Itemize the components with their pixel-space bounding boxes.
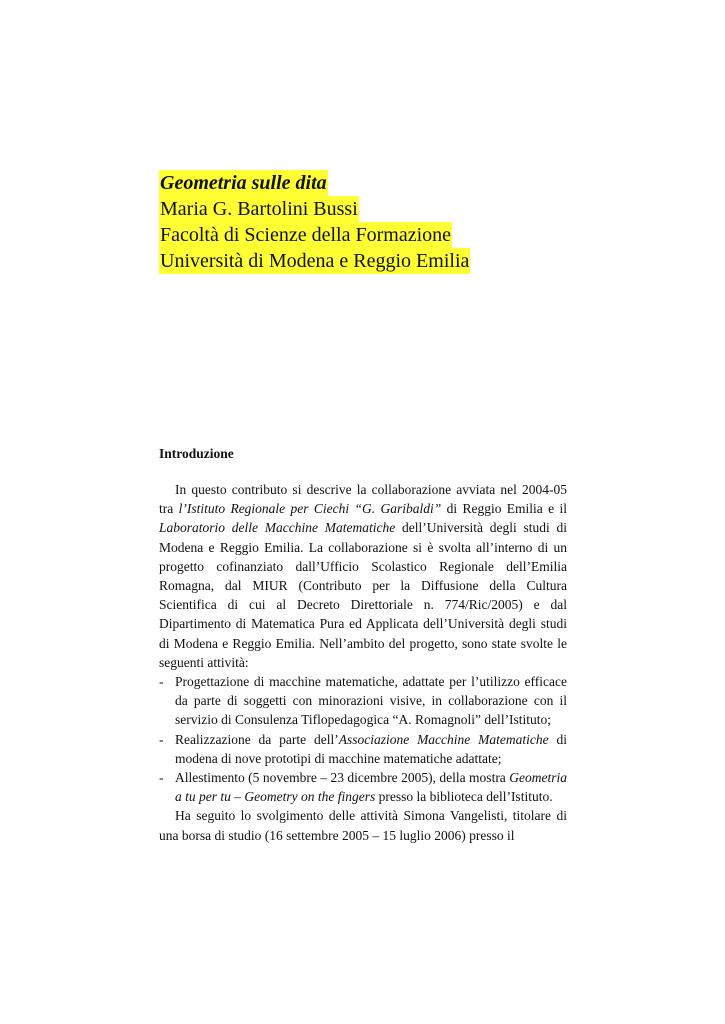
paper-title: Geometria sulle dita <box>160 172 327 194</box>
body-text <box>159 480 567 845</box>
p1-text-c: di Reggio Emilia e il <box>441 501 567 517</box>
bullet-dash: - <box>159 731 164 747</box>
list-item <box>159 730 567 768</box>
university-name: Università di Modena e Reggio Emilia <box>160 250 470 272</box>
p1-text-a: In questo contributo si descrive la collaborazione avviata nel 2004-05 tra <box>159 482 567 517</box>
association-name: Associazione Macchine Matematiche <box>338 731 549 747</box>
title-block <box>159 170 470 274</box>
list-item-text: presso la biblioteca dell’Istituto. <box>375 789 553 805</box>
exhibition-name: Geometria a tu per tu – Geometry on the fingers <box>175 770 567 805</box>
paragraph-1 <box>159 480 567 672</box>
list-item <box>159 672 567 730</box>
section-heading: Introduzione <box>159 446 234 461</box>
list-item-text: di modena di nove prototipi di macchine matematiche adattate; <box>175 731 567 766</box>
bullet-dash: - <box>159 674 164 690</box>
bullet-dash: - <box>159 770 164 786</box>
p1-text-e: dell’Università degli studi di Modena e Reggio Emilia. La collaborazione si è svolta all’interno di un progetto cofinanziato dall’Ufficio Scolastico Regionale dell’Emilia Romagna, dal MIUR (Contributo per la Diffusione della Cultura Scientifica di cui al Decreto Direttoriale n. 774/Ric/2005) e dal Dipartimento di Matematica Pura ed Applicata dell’Università degli studi di Modena e Reggio Emilia. Nell’ambito del progetto, sono state svolte le seguenti attività: <box>159 520 567 670</box>
institute-name: l’Istituto Regionale per Ciechi “G. Garibaldi” <box>178 501 442 517</box>
author-name: Maria G. Bartolini Bussi <box>160 198 358 220</box>
faculty-name: Facoltà di Scienze della Formazione <box>160 224 452 246</box>
activity-list <box>159 672 567 806</box>
list-item-text: Allestimento (5 novembre – 23 dicembre 2005), della mostra <box>175 770 510 786</box>
paragraph-2: Ha seguito lo svolgimento delle attività Simona Vangelisti, titolare di una borsa di studio (16 settembre 2005 – 15 luglio 2006) presso il <box>159 808 567 843</box>
list-item <box>159 768 567 806</box>
lab-name: Laboratorio delle Macchine Matematiche <box>159 520 396 536</box>
list-item-text: Realizzazione da parte dell’ <box>175 731 339 747</box>
list-item-text: Progettazione di macchine matematiche, adattate per l’utilizzo efficace da parte di soggetti con minorazioni visive, in collaborazione con il servizio di Consulenza Tiflopedagogica “A. Romagnoli” dell’Istituto; <box>175 674 567 728</box>
